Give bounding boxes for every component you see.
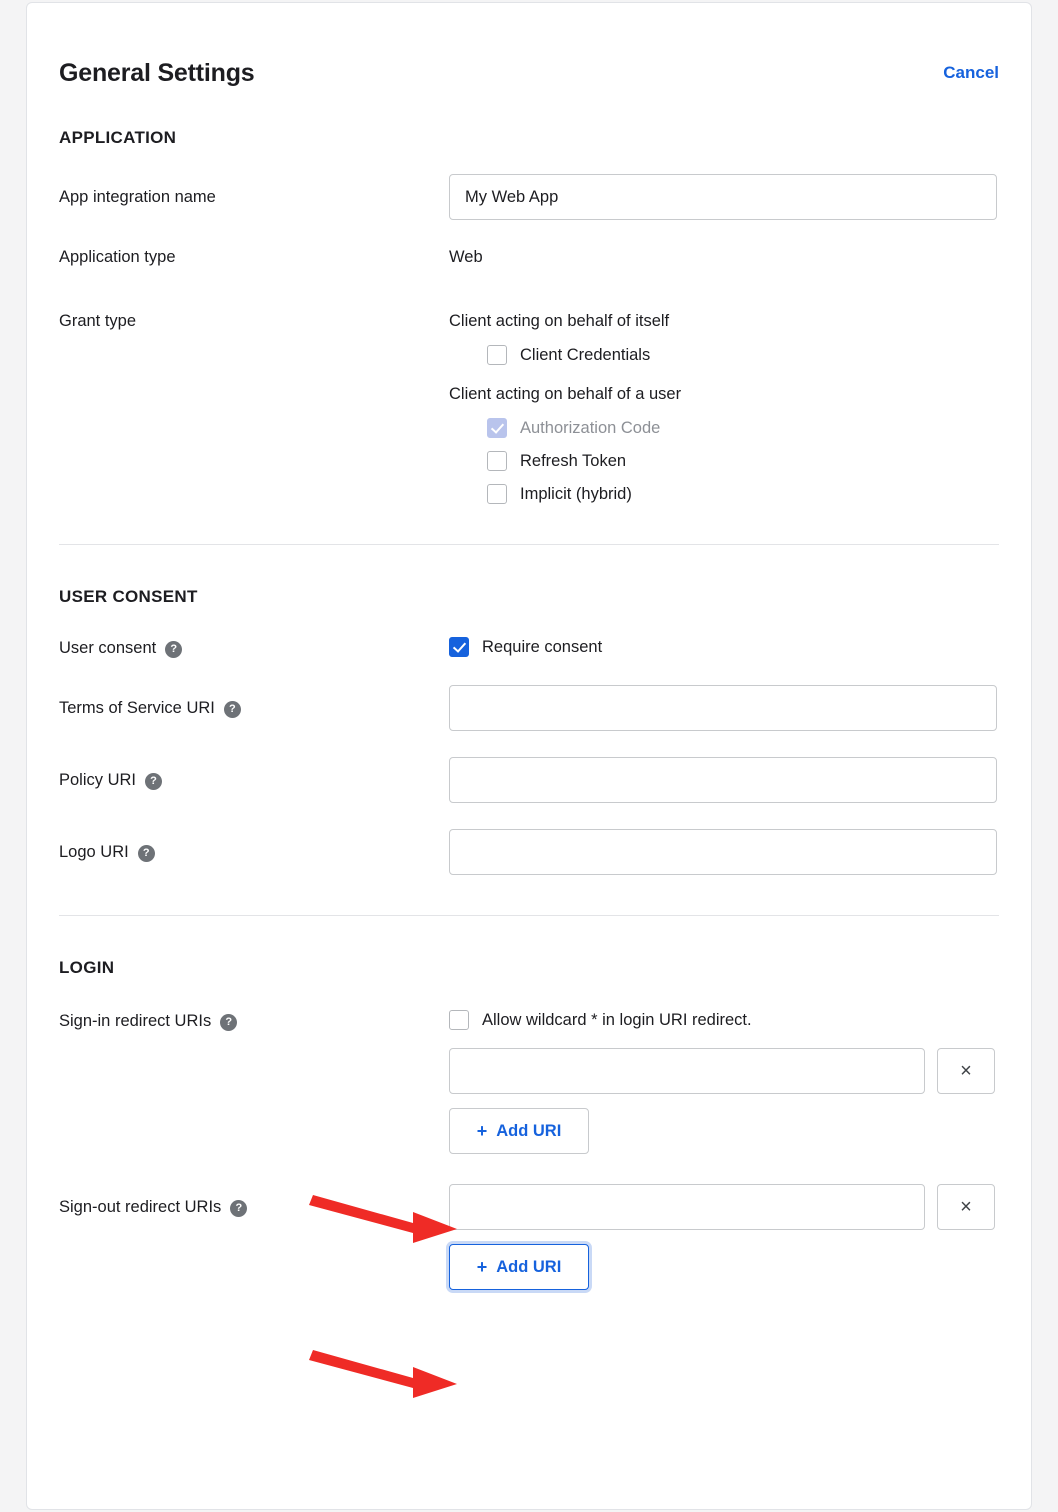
row-logo-uri (59, 829, 999, 875)
application-type-value: Web (449, 248, 483, 266)
label-signin-redirect-uris (59, 1010, 449, 1032)
label-client-credentials: Client Credentials (520, 345, 651, 364)
section-heading-user-consent: USER CONSENT (59, 587, 198, 606)
divider-user-consent (59, 915, 999, 916)
row-signin-redirect-uris (59, 1010, 999, 1154)
checkbox-refresh-token[interactable] (487, 451, 507, 471)
label-user-consent-text: User consent (59, 639, 157, 657)
grant-option-client-credentials[interactable] (449, 345, 999, 365)
label-require-consent: Require consent (482, 637, 603, 656)
row-grant-type (59, 310, 999, 504)
row-user-consent (59, 637, 999, 659)
label-grant-type: Grant type (59, 312, 137, 330)
remove-signout-uri-button[interactable]: × (937, 1184, 995, 1230)
label-signout-redirect-uris (59, 1184, 449, 1218)
section-heading-application: APPLICATION (59, 128, 177, 147)
plus-icon-signin: + (476, 1121, 488, 1141)
remove-signin-uri-button[interactable]: × (937, 1048, 995, 1094)
help-icon-signout-redirect-uris[interactable]: ? (230, 1200, 247, 1217)
cancel-button[interactable]: Cancel (943, 63, 999, 82)
divider-application (59, 544, 999, 545)
grant-group-label-self: Client acting on behalf of itself (449, 312, 670, 330)
help-icon-policy-uri[interactable]: ? (145, 773, 162, 790)
app-integration-name-input[interactable] (449, 174, 997, 220)
label-policy-uri (59, 757, 449, 791)
checkbox-implicit-hybrid[interactable] (487, 484, 507, 504)
help-icon-user-consent[interactable]: ? (165, 641, 182, 658)
label-authorization-code: Authorization Code (520, 418, 661, 437)
grant-type-options (449, 310, 999, 504)
logo-uri-input[interactable] (449, 829, 997, 875)
row-signout-redirect-uris (59, 1184, 999, 1290)
page-title: General Settings (59, 59, 255, 87)
label-terms-of-service-uri-text: Terms of Service URI (59, 699, 215, 717)
label-terms-of-service-uri (59, 685, 449, 719)
label-refresh-token: Refresh Token (520, 451, 627, 470)
help-icon-signin-redirect-uris[interactable]: ? (220, 1014, 237, 1031)
help-icon-logo-uri[interactable]: ? (138, 845, 155, 862)
grant-option-authorization-code (449, 418, 999, 438)
label-user-consent (59, 637, 449, 659)
terms-of-service-uri-input[interactable] (449, 685, 997, 731)
signout-uri-row (449, 1184, 999, 1230)
checkbox-authorization-code (487, 418, 507, 438)
label-allow-wildcard: Allow wildcard * in login URI redirect. (482, 1010, 752, 1029)
add-signin-uri-label: Add URI (496, 1121, 562, 1140)
plus-icon-signout: + (476, 1257, 488, 1277)
allow-wildcard-row[interactable] (449, 1010, 999, 1030)
label-logo-uri (59, 829, 449, 863)
checkbox-require-consent[interactable] (449, 637, 469, 657)
label-app-integration-name: App integration name (59, 188, 216, 206)
grant-option-refresh-token[interactable] (449, 451, 999, 471)
label-signout-redirect-uris-text: Sign-out redirect URIs (59, 1198, 222, 1216)
require-consent-row[interactable] (449, 637, 999, 657)
label-application-type: Application type (59, 248, 176, 266)
grant-group-label-user: Client acting on behalf of a user (449, 385, 682, 403)
card-header (59, 3, 999, 86)
add-signin-uri-button[interactable] (449, 1108, 589, 1154)
policy-uri-input[interactable] (449, 757, 997, 803)
section-heading-login: LOGIN (59, 958, 115, 977)
checkbox-allow-wildcard[interactable] (449, 1010, 469, 1030)
signin-uri-row (449, 1048, 999, 1094)
grant-option-implicit-hybrid[interactable] (449, 484, 999, 504)
signout-redirect-uri-input[interactable] (449, 1184, 925, 1230)
label-signin-redirect-uris-text: Sign-in redirect URIs (59, 1012, 212, 1030)
row-application-type (59, 246, 999, 268)
label-policy-uri-text: Policy URI (59, 771, 137, 789)
general-settings-card (26, 2, 1032, 1510)
add-signout-uri-label: Add URI (496, 1257, 562, 1276)
signin-redirect-uri-input[interactable] (449, 1048, 925, 1094)
row-app-integration-name (59, 174, 999, 220)
help-icon-terms-of-service-uri[interactable]: ? (224, 701, 241, 718)
row-terms-of-service-uri (59, 685, 999, 731)
label-implicit-hybrid: Implicit (hybrid) (520, 484, 632, 503)
add-signout-uri-button[interactable] (449, 1244, 589, 1290)
label-logo-uri-text: Logo URI (59, 843, 129, 861)
row-policy-uri (59, 757, 999, 803)
checkbox-client-credentials[interactable] (487, 345, 507, 365)
